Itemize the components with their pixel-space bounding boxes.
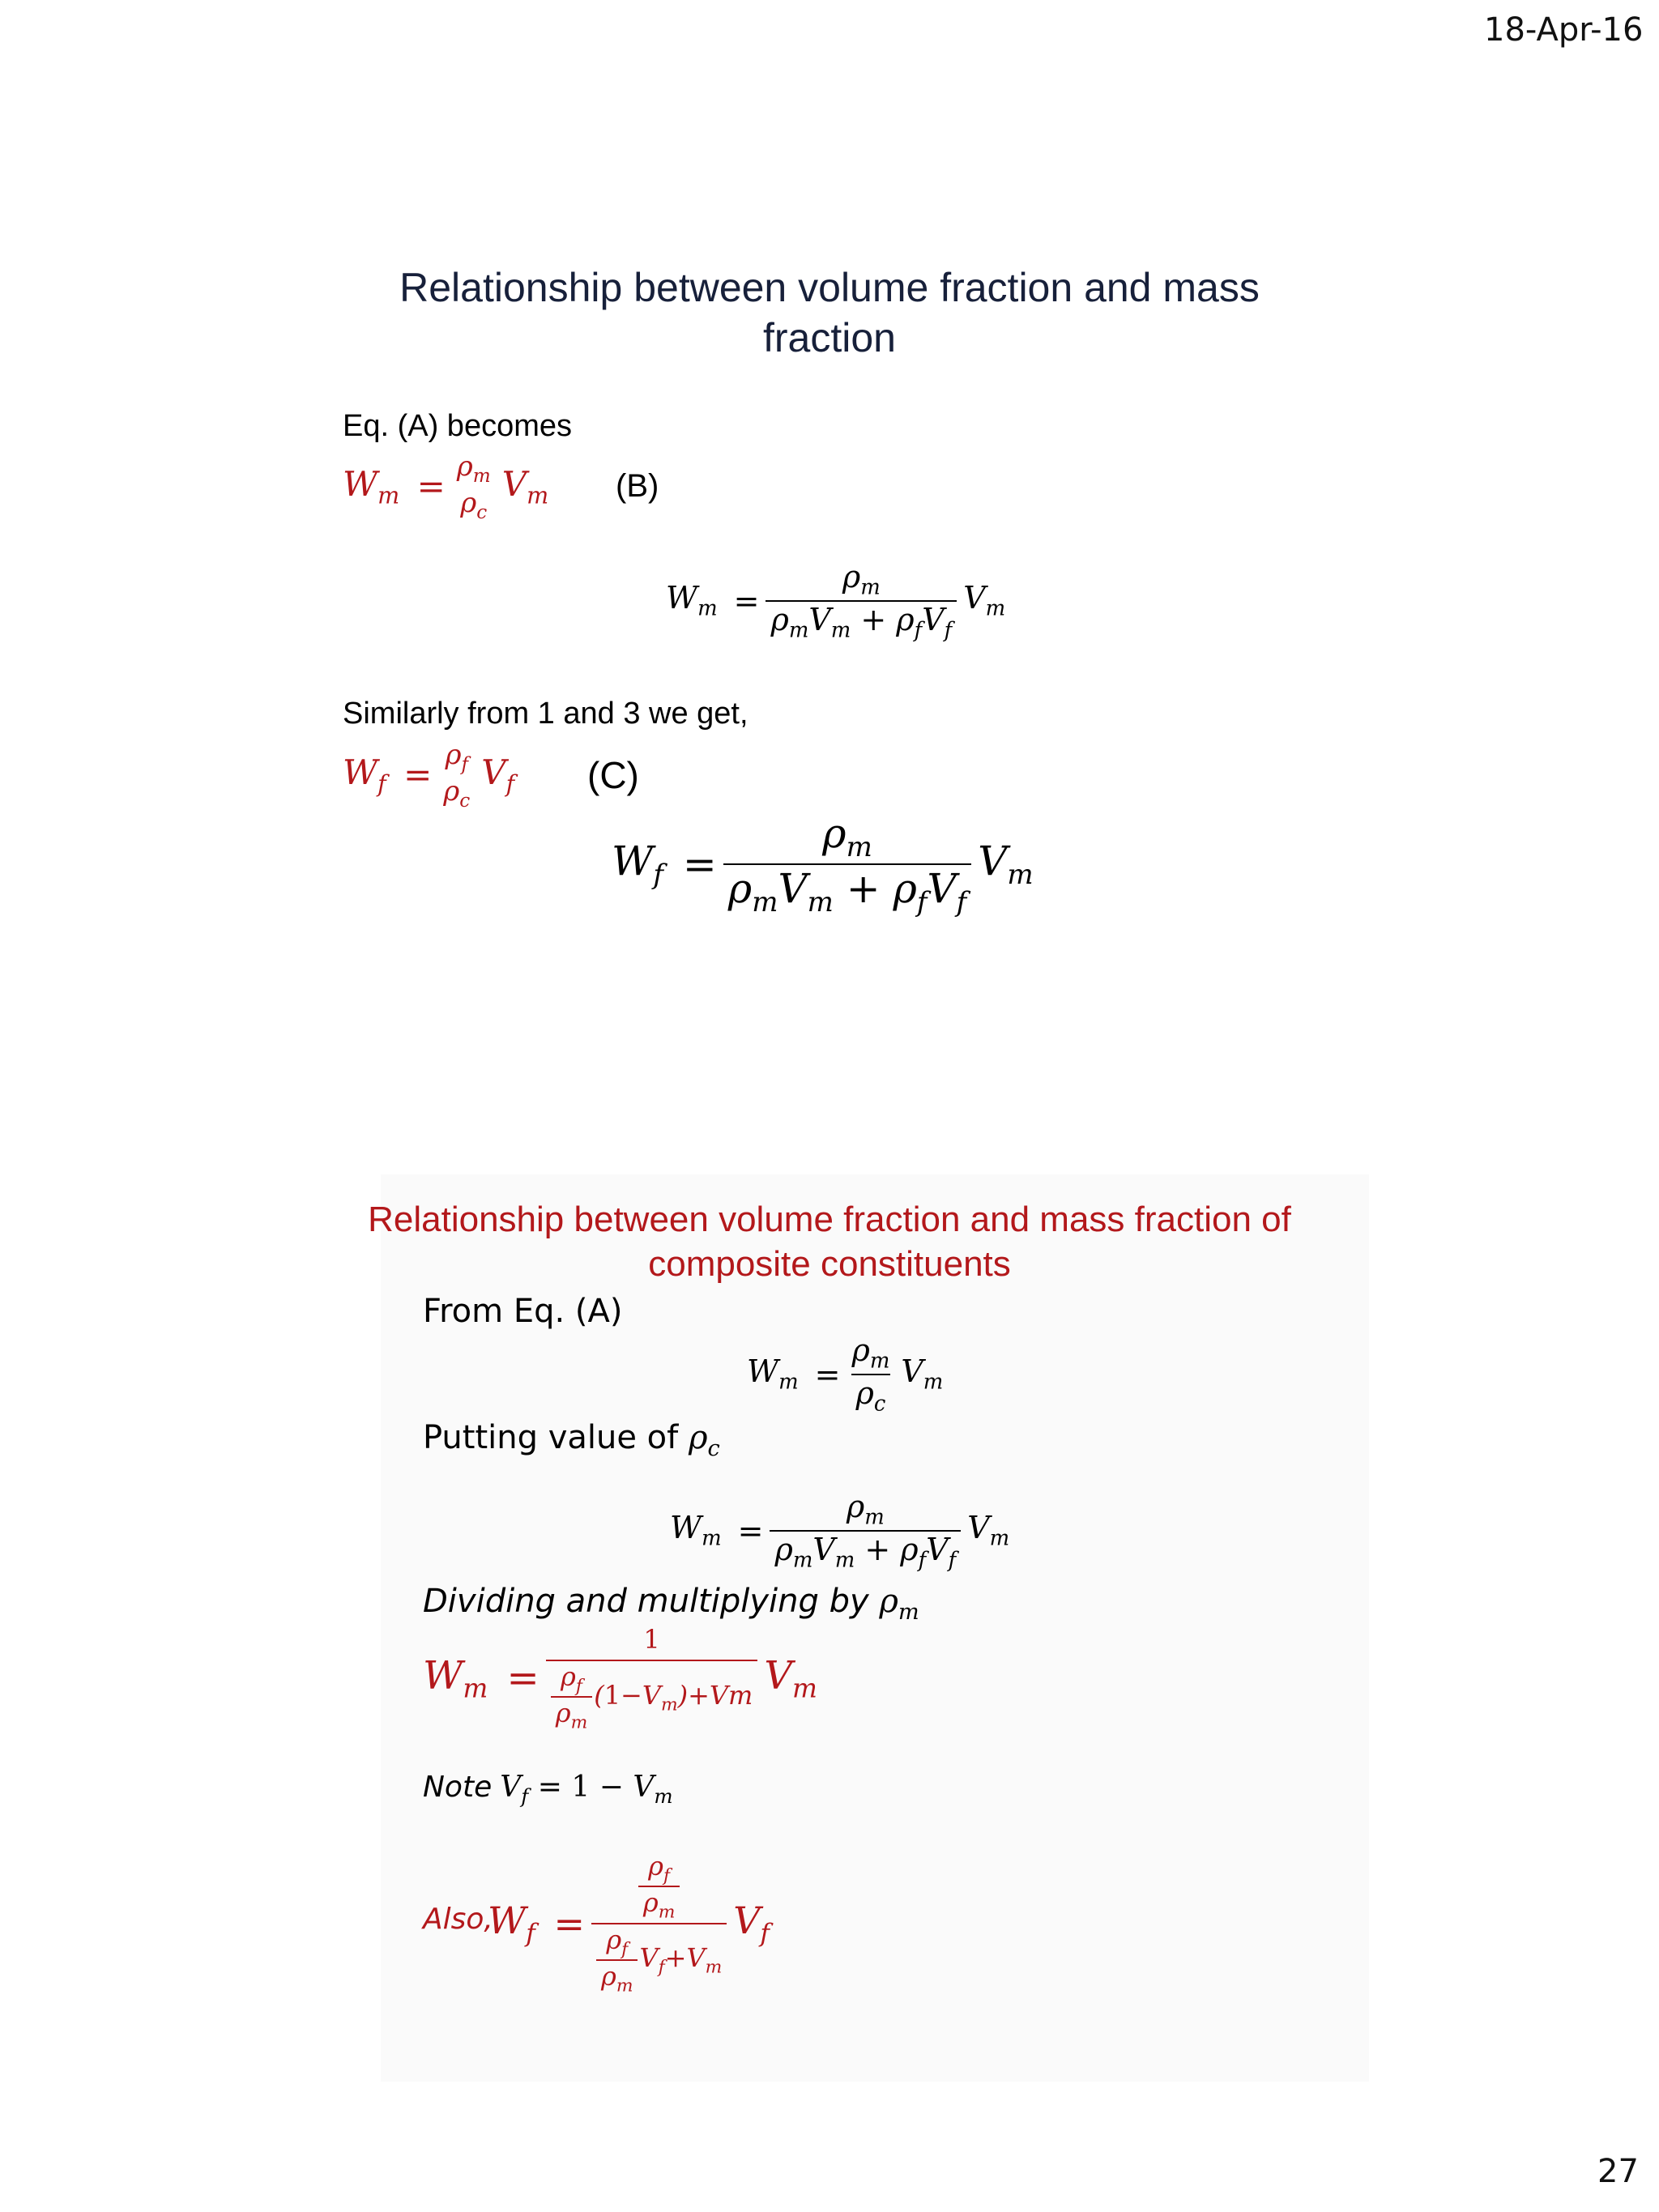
dividing-text: Dividing and multiplying by $\rho_m$	[423, 1583, 919, 1625]
note-label: Note	[423, 1771, 493, 1804]
also-label	[423, 1902, 493, 1936]
equation-wm-rho-c: $W_m$ = $\frac{\rho_m}{\rho_c}$ $V_m$	[747, 1332, 944, 1417]
slide1-title	[0, 262, 1659, 363]
equation-wm-substituted-2: $W_m$ = $\frac{\rho_m}{\rho_mV_m + \rho_fV_f}$ $V_m$	[670, 1489, 1010, 1573]
slide1-title-line2: fraction	[763, 315, 896, 360]
slide1-title-line1: Relationship between volume fraction and mass	[399, 265, 1260, 310]
dividing-label: Dividing and multiplying by	[423, 1583, 869, 1620]
note-text: Note $V_f = 1 - V_m$	[423, 1771, 673, 1809]
equation-c: $W_f$ = $\rho_f$ $\rho_c$ $V_f$	[343, 739, 515, 812]
from-eq-text: From Eq. (A)	[423, 1293, 623, 1330]
equation-wf-large: $W_f$ = $\frac{\rho_m}{\rho_mV_m + \rho_fV_f}$ $V_m$	[612, 810, 1034, 918]
slide2-title-line2: composite constituents	[648, 1244, 1011, 1284]
similarly-text: Similarly from 1 and 3 we get,	[343, 697, 748, 731]
label-b: (B)	[616, 468, 659, 504]
intro-text: Eq. (A) becomes	[343, 409, 572, 443]
slide2-title	[0, 1197, 1659, 1286]
equation-wm-divided: $W_m$ = 1 $\frac{\rho_f}{\rho_m}$ $(1-V_m)+Vm$ $V_m$	[423, 1624, 817, 1733]
putting-value-label: Putting value of	[423, 1419, 679, 1456]
page-number: 27	[1597, 2153, 1639, 2190]
also-text: Also,	[423, 1903, 493, 1936]
equation-b: $W_m$ = $\rho_m$ $\rho_c$ $V_m$	[343, 450, 549, 523]
slide2-title-line1: Relationship between volume fraction and mass fraction of	[368, 1200, 1291, 1239]
label-c: (C)	[587, 754, 639, 796]
slide-date: 18-Apr-16	[1484, 11, 1644, 49]
equation-wf-final: $W_f$ = $\frac{\rho_f}{\rho_m}$ $\frac{\rho_f}{\rho_m}$ $V_f+V_m$ $V_f$	[488, 1851, 770, 1997]
equation-wm-substituted: $W_m$ = $\frac{\rho_m}{\rho_mV_m + \rho_fV_f}$ $V_m$	[666, 559, 1006, 643]
putting-value-text: Putting value of $\rho_c$	[423, 1419, 720, 1461]
